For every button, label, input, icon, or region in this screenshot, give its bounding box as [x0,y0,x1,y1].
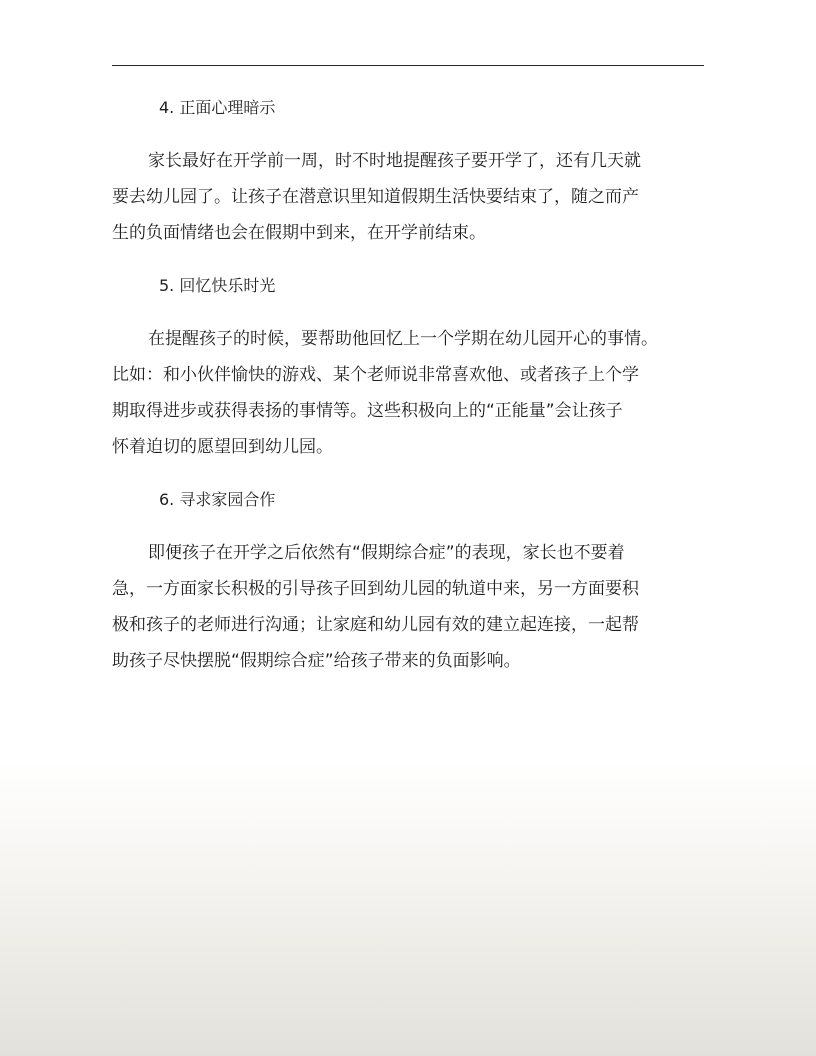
paragraph-line: 怀着迫切的愿望回到幼儿园。 [112,437,333,457]
paragraph-line: 比如：和小伙伴愉快的游戏、某个老师说非常喜欢他、或者孩子上个学 [112,365,639,385]
paragraph-line: 生的负面情绪也会在假期中到来，在开学前结束。 [112,223,486,243]
paragraph-line: 在提醒孩子的时候，要帮助他回忆上一个学期在幼儿园开心的事情。 [148,329,658,349]
section-paragraph [112,143,704,251]
paragraph-line: 助孩子尽快摆脱“假期综合症”给孩子带来的负面影响。 [112,651,521,671]
paragraph-line: 家长最好在开学前一周，时不时地提醒孩子要开学了，还有几天就 [148,151,641,171]
paragraph-line: 急，一方面家长积极的引导孩子回到幼儿园的轨道中来，另一方面要积 [112,579,639,599]
header-rule [112,65,704,66]
section-heading: 4. 正面心理暗示 [159,98,276,117]
paragraph-line: 极和孩子的老师进行沟通；让家庭和幼儿园有效的建立起连接，一起帮 [112,615,639,635]
section-heading: 6. 寻求家园合作 [159,490,276,509]
section-paragraph [112,535,704,679]
paragraph-line: 即便孩子在开学之后依然有“假期综合症”的表现，家长也不要着 [148,543,625,563]
paragraph-line: 期取得进步或获得表扬的事情等。这些积极向上的“正能量”会让孩子 [112,401,623,421]
section-heading: 5. 回忆快乐时光 [159,276,276,295]
paragraph-line: 要去幼儿园了。让孩子在潜意识里知道假期生活快要结束了，随之而产 [112,187,639,207]
section-paragraph [112,321,704,465]
